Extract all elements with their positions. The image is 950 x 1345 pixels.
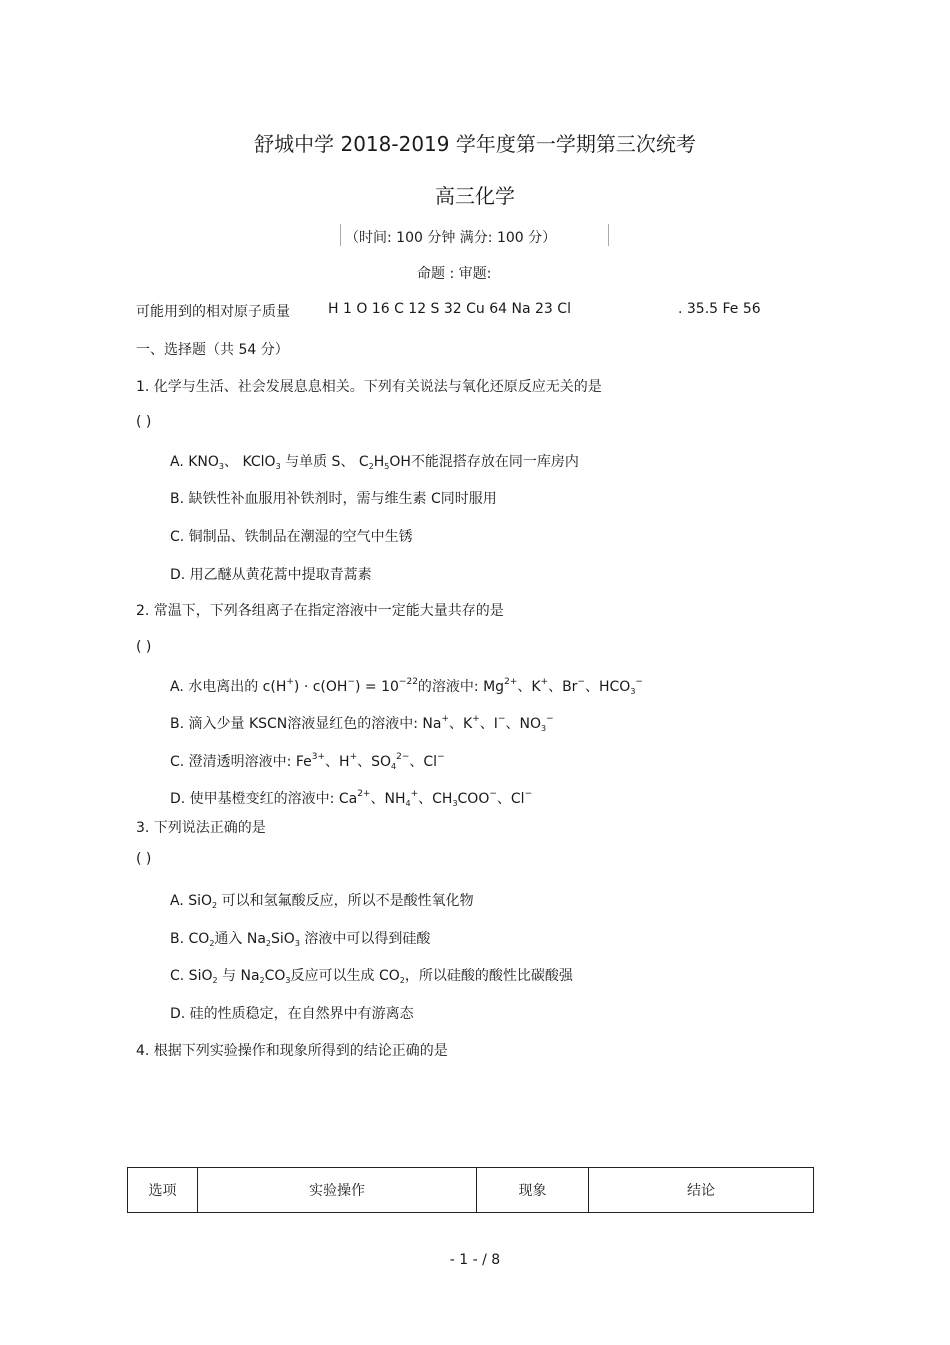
section-heading: 一、选择题（共 54 分）	[136, 342, 289, 358]
table-header-row	[128, 1168, 814, 1213]
question-2-option-c: C. 澄清透明溶液中: $Fe^{3+}$、H+、$SO_4^{2-}$、Cl−	[170, 752, 445, 771]
atomic-mass-values-2: . 35.5 Fe 56	[678, 301, 761, 317]
question-1-option-c: C. 铜制品、铁制品在潮湿的空气中生锈	[170, 529, 413, 545]
question-3-option-c: C. SiO$_2$ 与 $Na_2CO_3$反应可以生成 $CO_2$，所以硅酸的酸性比碳酸强	[170, 968, 573, 985]
atomic-mass-label: 可能用到的相对原子质量	[136, 304, 290, 320]
subject-title: 高三化学	[435, 184, 515, 208]
question-1-stem: 1. 化学与生活、社会发展息息相关。下列有关说法与氧化还原反应无关的是	[136, 379, 602, 395]
question-2-stem: 2. 常温下，下列各组离子在指定溶液中一定能大量共存的是	[136, 603, 504, 619]
experiment-table	[127, 1167, 814, 1213]
table-header-cell: 选项	[128, 1168, 198, 1213]
question-3-stem: 3. 下列说法正确的是	[136, 820, 266, 836]
question-2-option-a: A. 水电离出的 $c(H^+) \cdot c(OH^-) = 10^{-22}$的溶液中: $Mg^{2+}$、K+、Br−、$HCO_3^-$	[170, 677, 643, 696]
question-1-option-b: B. 缺铁性补血服用补铁剂时，需与维生素 C同时服用	[170, 491, 497, 507]
question-3-option-a: A. SiO$_2$ 可以和氢氟酸反应，所以不是酸性氧化物	[170, 893, 474, 910]
document-title: 舒城中学 2018-2019 学年度第一学期第三次统考	[254, 132, 696, 156]
divider	[608, 224, 609, 246]
table-header-cell: 现象	[477, 1168, 589, 1213]
page-number: - 1 - / 8	[449, 1252, 501, 1268]
table-header-cell: 实验操作	[198, 1168, 477, 1213]
question-1-option-d: D. 用乙醚从黄花蒿中提取青蒿素	[170, 567, 372, 583]
question-3-option-b: B. $CO_2$通入 $Na_2SiO_3$ 溶液中可以得到硅酸	[170, 931, 431, 948]
time-info: （时间: 100 分钟 满分: 100 分）	[345, 230, 557, 246]
divider	[340, 224, 341, 246]
table-header-cell: 结论	[589, 1168, 814, 1213]
question-2-option-b: B. 滴入少量 KSCN溶液显红色的溶液中: Na+、K+、I−、$NO_3^-$	[170, 714, 554, 733]
question-4-stem: 4. 根据下列实验操作和现象所得到的结论正确的是	[136, 1043, 448, 1059]
atomic-mass-values: H 1 O 16 C 12 S 32 Cu 64 Na 23 Cl	[328, 301, 571, 317]
question-2-paren: ( )	[136, 639, 152, 655]
question-1-paren: ( )	[136, 414, 152, 430]
proposer-line: 命题 : 审题:	[417, 266, 492, 282]
question-3-option-d: D. 硅的性质稳定，在自然界中有游离态	[170, 1006, 414, 1022]
question-2-option-d: D. 使甲基橙变红的溶液中: $Ca^{2+}$、$NH_4^+$、$CH_3COO^-$、Cl−	[170, 789, 533, 808]
question-1-option-a: A. $KNO_3$、 KClO$_3$ 与单质 S、 $C_2H_5OH$不能混搭存放在同一库房内	[170, 454, 579, 471]
question-3-paren: ( )	[136, 851, 152, 867]
